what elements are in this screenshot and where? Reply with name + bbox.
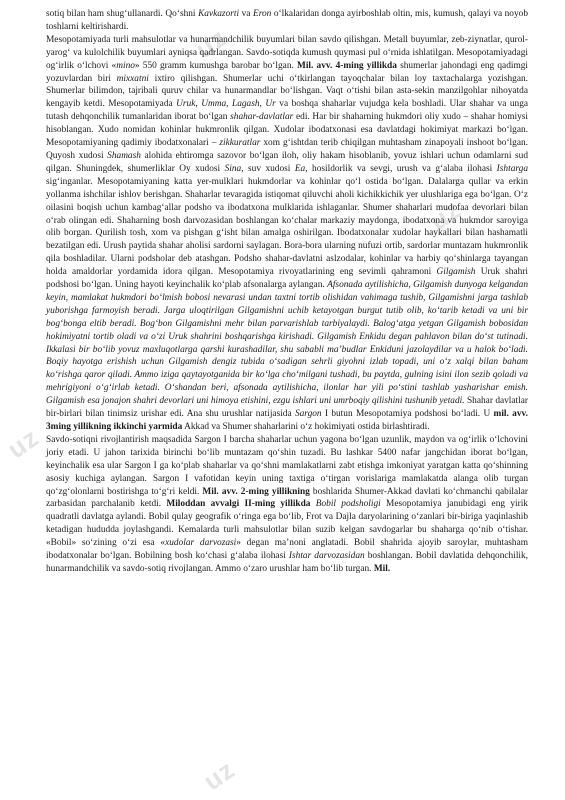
italic-run: Kavkazorti [198, 9, 240, 19]
watermark: uz [423, 193, 467, 237]
watermark: uz [197, 753, 241, 797]
text-run: edi. Har bir shaharning hukmdori oliy xudo – shahar homiysi hisoblangan. Xudo nomidan kohinlar hukmronlik qilgan. Xudolar ibodatxonasi esa davlatdagi hokimiyat markazi bo‘lgan. Mesopotamiyaning qadimiy ibodatxonalari – [46, 112, 528, 149]
text-run: sotiq bilan ham shug‘ullanardi. Qo‘shni [46, 9, 199, 19]
text-run: Mesopotamiyada turli mahsulotlar va hunarmandchilik buyumlari bilan savdo qilishgan. Metall buyumlar, zeb-ziynatlar, qurol-yarog‘ va kulolchilik buyumlari ayniqsa qadrlangan. Savdo-sotiqda kumush quymasi pul o‘rnida ishlatilgan. Mesopotamiyadagi og‘irlik o‘lchovi « [46, 34, 528, 71]
text-run: » 550 gramm kumushga barobar bo‘lgan. [134, 60, 298, 71]
italic-run: Ishtar darvozasidan [288, 551, 365, 562]
text-run: Akkad va Shumer shaharlarini o‘z hokimiyati ostida birlashtiradi. [182, 422, 430, 432]
text-run: alohida ehtiromga sazovor bo‘lgan iloh, oliy hakam hisoblanib, yovuz ishlari uchun odamlarni sud qilgan. Shuningdek, shumerliklar Oy xudosi [46, 150, 528, 174]
italic-run: Gilgamish [436, 267, 476, 278]
italic-run: Lagash [232, 99, 260, 110]
text-run: Shahar davlatlar bir-birlari bilan tinimsiz urishar edi. Ana shu urushlar natijasida [46, 396, 528, 420]
bold-run: mil. avv. 3ming yillikning ikkinchi yarmida [46, 409, 528, 432]
watermark: uz [1, 421, 45, 465]
italic-run: Afsonada aytilishicha, Gilgamish dunyoga kelgandan keyin, mamlakat hukmdori bo‘lmish bobosi nevarasi undan taxtni tortib olishidan vahimaga tushib, Gilgamishni jarga tashlab yuborishga farmoyish beradi. Jarga uloqtirilgan Gilgamishni uchib ketayotgan burgut tutib olib, ko‘tarib ketadi va uni bir bog‘bonga eltib beradi. Bog‘bon Gilgamishni mehr bilan parvarishlab tarbiyalaydi. Balog‘atga yetgan Gilgamish bobosidan hokimiyatni tortib oladi va o‘zi Uruk shahrini boshqarishga kirishadi. Gilgamish Enkidu degan pahlavon bilan do‘st tutinadi. Ikkalasi bir bo‘lib yovuz maxluqotlarga qarshi kurashadilar, shu sababli ma’budlar Enkiduni jazolaydilar va u halok bo‘ladi. Boqiy hayotga erishish uchun Gilgamish dengiz tubida o‘sadigan sehrli giyohni izlab topadi, uni o‘z xalqi bilan baham ko‘rishga qaror qiladi. Ammo iziga qaytayotganida bir ko‘lga cho‘milgani tushadi, bu paytda, gulning isini ilon sezib qoladi va mehrigiyoni o‘g‘irlab ketadi. O‘shandan beri, afsonada aytilishicha, ilonlar har yili po‘stini tashlab yasharishar emish. Gilgamish esa jonajon shahri devorlari uni himoya etishini, ezgu ishlari uni umrboqiy qilishini tushunib yetadi. [46, 280, 528, 407]
text-run: , suv xudosi [241, 163, 295, 174]
italic-run: xudolar darvozasi [165, 538, 237, 549]
text-run: shumerlar jahondagi eng qadimgi yozuvlardan biri [46, 60, 528, 84]
text-run: va [239, 9, 253, 19]
italic-run: Ea [294, 163, 306, 174]
text-run: boshlangan. Bobil davlatida dehqonchilik, hunarmandchilik va savdo-sotiq rivojlangan. Ammo o‘zaro urushlar ham bo‘lib turgan. [46, 551, 529, 574]
italic-run: zikkuratlar [219, 138, 261, 149]
text-run: Mesopotamiya janubidagi eng yirik quadratli davlatga aylandi. Bobil qulay geografik o‘ringa ega bo‘lib, Frot va Dajla daryolarining o‘zanlari bir-biriga yaqinlashib ketadigan hududda joylashgandi. Kemalarda turli mahsulotlar bilan suzib kelgan savdogarlar bu shaharga qo‘nib o‘tishar. «Bobil» so‘zining o‘zi esa « [46, 499, 528, 549]
italic-run: Eron [252, 9, 272, 19]
italic-run: mino [116, 60, 135, 71]
text-run: Uruk shahri podshosi bo‘lgan. Uning hayoti keyinchalik ko‘plab afsonalarga aylangan. [46, 267, 528, 291]
text-run: , hosildorlik va sevgi, urush va g‘alaba ilohasi [305, 163, 497, 174]
paragraph [46, 8, 528, 34]
text-run: o‘lkalaridan donga ayirboshlab oltin, mis, kumush, qalayi va noyob toshlarni keltirishardi. [46, 9, 528, 32]
text-run: va boshqa shaharlar vujudga kela boshladi. Ular shahar va unga tutash dehqonchilik tumanlaridan iborat bo‘lgan [46, 99, 529, 123]
italic-run: Shamash [107, 150, 141, 161]
bold-run: Mil. avv. 4-ming yillikda [297, 60, 397, 71]
document-page [46, 8, 528, 576]
italic-run: Umma [201, 99, 227, 110]
text-run: ixtiro qilishgan. Shumerlar uchi o‘tkirlangan tayoqchalar bilan loy taxtachalarga yozishgan. Shumerlar bilimdon, tajribali quruv chilar va hunarmandlar bo‘lishgan. Vaqt o‘tishi bilan asta-sekin manzilgohlar nihoyatda kengayib ketdi. Mesopotamiyada [46, 73, 528, 110]
bold-run: Mil. [373, 563, 391, 574]
text-run: , [259, 99, 266, 110]
text-run: Savdo-sotiqni rivojlantirish maqsadida Sargon I barcha shaharlar uchun yagona bo‘lgan uzunlik, maydon va og‘irlik o‘lchovini joriy etadi. U jahon tarixida birinchi bo‘lib muntazam qo‘shin tuzadi. Bu lashkar 5400 nafar jangchidan iborat bo‘lgan, keyinchalik esa ular Sargon I ga ko‘plab shaharlar va qo‘shni mamlakatlarni zabt etishga imkoniyat yaratgan katta qo‘shinning asosiy kuchiga aylangan. Sargon I vafotidan keyin uning taxtiga o‘tirgan vorislariga mamlakatda alanga olib turgan qo‘zg‘olonlarni bostirishga to‘g‘ri keldi. [46, 434, 528, 497]
text-run: boshlarida Shumer-Akkad davlati ko‘chmanchi qabilalar zarbasidan parchalanib ketdi. [46, 486, 529, 510]
paragraph [46, 34, 528, 434]
italic-run: Sargon [294, 409, 322, 420]
italic-run: Sina [224, 163, 242, 174]
text-run: , [195, 99, 202, 110]
text-run: xom g‘ishtdan terib chiqilgan muhtasham zinapoyali inshoot bo‘lgan. Quyosh xudosi [46, 138, 528, 161]
italic-run: Uruk [176, 99, 196, 110]
watermark: uz [189, 21, 233, 65]
italic-run: mixxatni [116, 73, 149, 84]
italic-run: shahar-davlatlar [230, 112, 294, 123]
italic-run: Ishtarga [496, 163, 528, 174]
italic-run: Ur [265, 99, 276, 110]
italic-run: Bobil podsholigi [315, 499, 381, 510]
text-run: , [226, 99, 232, 110]
paragraph [46, 434, 528, 576]
bold-run: Miloddan avvalgi II-ming yillikda [166, 499, 311, 510]
text-run: » degan ma’noni anglatadi. Bobil shahrida ajoyib saroylar, muhtasham ibodatxonalar bo‘lgan. Bobilning bosh ko‘chasi g‘alaba ilohasi [46, 538, 528, 562]
text-run: sig‘inganlar. Mesopotamiyaning katta yer-mulklari hukmdorlar va kohinlar qo‘l ostida bo‘lgan. Dalalarga qullar va erkin yollanma ishchilar ishlov berishgan. Shaharlar tevaragida istiqomat qiluvchi aholi kichikkichik yer ulushlariga ega bo‘lgan. O‘z oilasini boqish uchun kambag‘allar podsho va ibodatxona mulklarida ishlaganlar. Shumer shaharlari mudofaa devorlari bilan o‘rab olingan edi. Shaharning bosh darvozasidan boshlangan ko‘chalar markaziy maydonga, ibodatxona va hukmdor saroyiga olib borgan. Qurilish tosh, xom va pishgan g‘isht bilan amalga oshirilgan. Ibodatxonalar xudolar haykallari bilan hashamatli bezatilgan edi. Urush paytida shahar aholisi sardorni saylagan. Bora-bora ularning nufuzi ortib, sardorlar muntazam hukmronlik qila boshladilar. Ularni podsholar deb atashgan. Podsho shahar-davlatni aslzodalar, kohinlar va harbiy qo‘shinlarga tayangan holda amaldorlar yordamida idora qilgan. Mesopotamiya rivoyatlarining eng sevimli qahramoni [46, 176, 528, 278]
text-run: I butun Mesopotamiya podshosi bo‘ladi. U [321, 409, 494, 420]
bold-run: Mil. avv. 2-ming yillikning [202, 486, 310, 497]
